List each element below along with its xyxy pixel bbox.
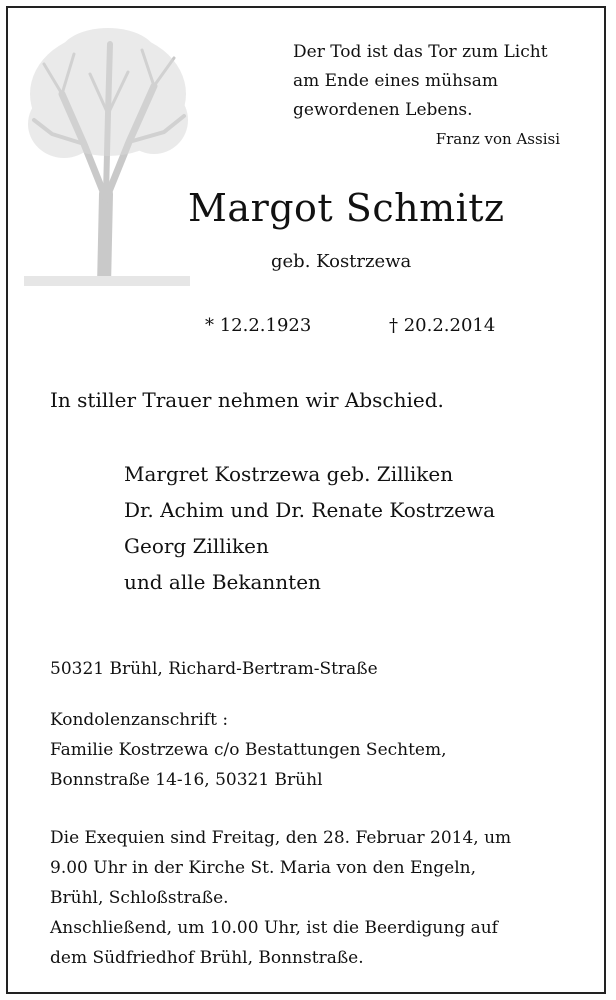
service-line: Anschließend, um 10.00 Uhr, ist die Beerdigung auf bbox=[50, 918, 498, 938]
mourning-line: In stiller Trauer nehmen wir Abschied. bbox=[50, 388, 444, 412]
family-member: Georg Zilliken bbox=[124, 534, 269, 558]
condolence-line: Bonnstraße 14-16, 50321 Brühl bbox=[50, 770, 323, 790]
quote-line: Der Tod ist das Tor zum Licht bbox=[293, 42, 548, 62]
quote-line: am Ende eines mühsam bbox=[293, 71, 498, 91]
quote-line: gewordenen Lebens. bbox=[293, 100, 473, 120]
service-line: 9.00 Uhr in der Kirche St. Maria von den Engeln, bbox=[50, 858, 477, 878]
service-line: dem Südfriedhof Brühl, Bonnstraße. bbox=[50, 948, 364, 968]
birth-date: * 12.2.1923 bbox=[205, 315, 312, 336]
condolence-line: Familie Kostrzewa c/o Bestattungen Sechtem, bbox=[50, 740, 447, 760]
death-date: † 20.2.2014 bbox=[389, 315, 496, 336]
service-line: Die Exequien sind Freitag, den 28. Februar 2014, um bbox=[50, 828, 512, 848]
family-list bbox=[124, 456, 495, 600]
family-member: Dr. Achim und Dr. Renate Kostrzewa bbox=[124, 498, 496, 522]
condolence-address bbox=[50, 705, 447, 795]
service-info bbox=[50, 823, 595, 973]
family-member: Margret Kostrzewa geb. Zilliken bbox=[124, 462, 454, 486]
condolence-line: Kondolenzanschrift : bbox=[50, 710, 229, 730]
deceased-name: Margot Schmitz bbox=[188, 186, 505, 230]
obituary-notice bbox=[6, 6, 606, 994]
address-line: 50321 Brühl, Richard-Bertram-Straße bbox=[50, 659, 378, 679]
service-line: Brühl, Schloßstraße. bbox=[50, 888, 229, 908]
tree-illustration bbox=[24, 24, 190, 286]
birth-name: geb. Kostrzewa bbox=[271, 251, 412, 272]
quote-author: Franz von Assisi bbox=[435, 130, 560, 148]
quote bbox=[293, 38, 593, 125]
home-address bbox=[50, 654, 378, 684]
family-member: und alle Bekannten bbox=[124, 570, 321, 594]
